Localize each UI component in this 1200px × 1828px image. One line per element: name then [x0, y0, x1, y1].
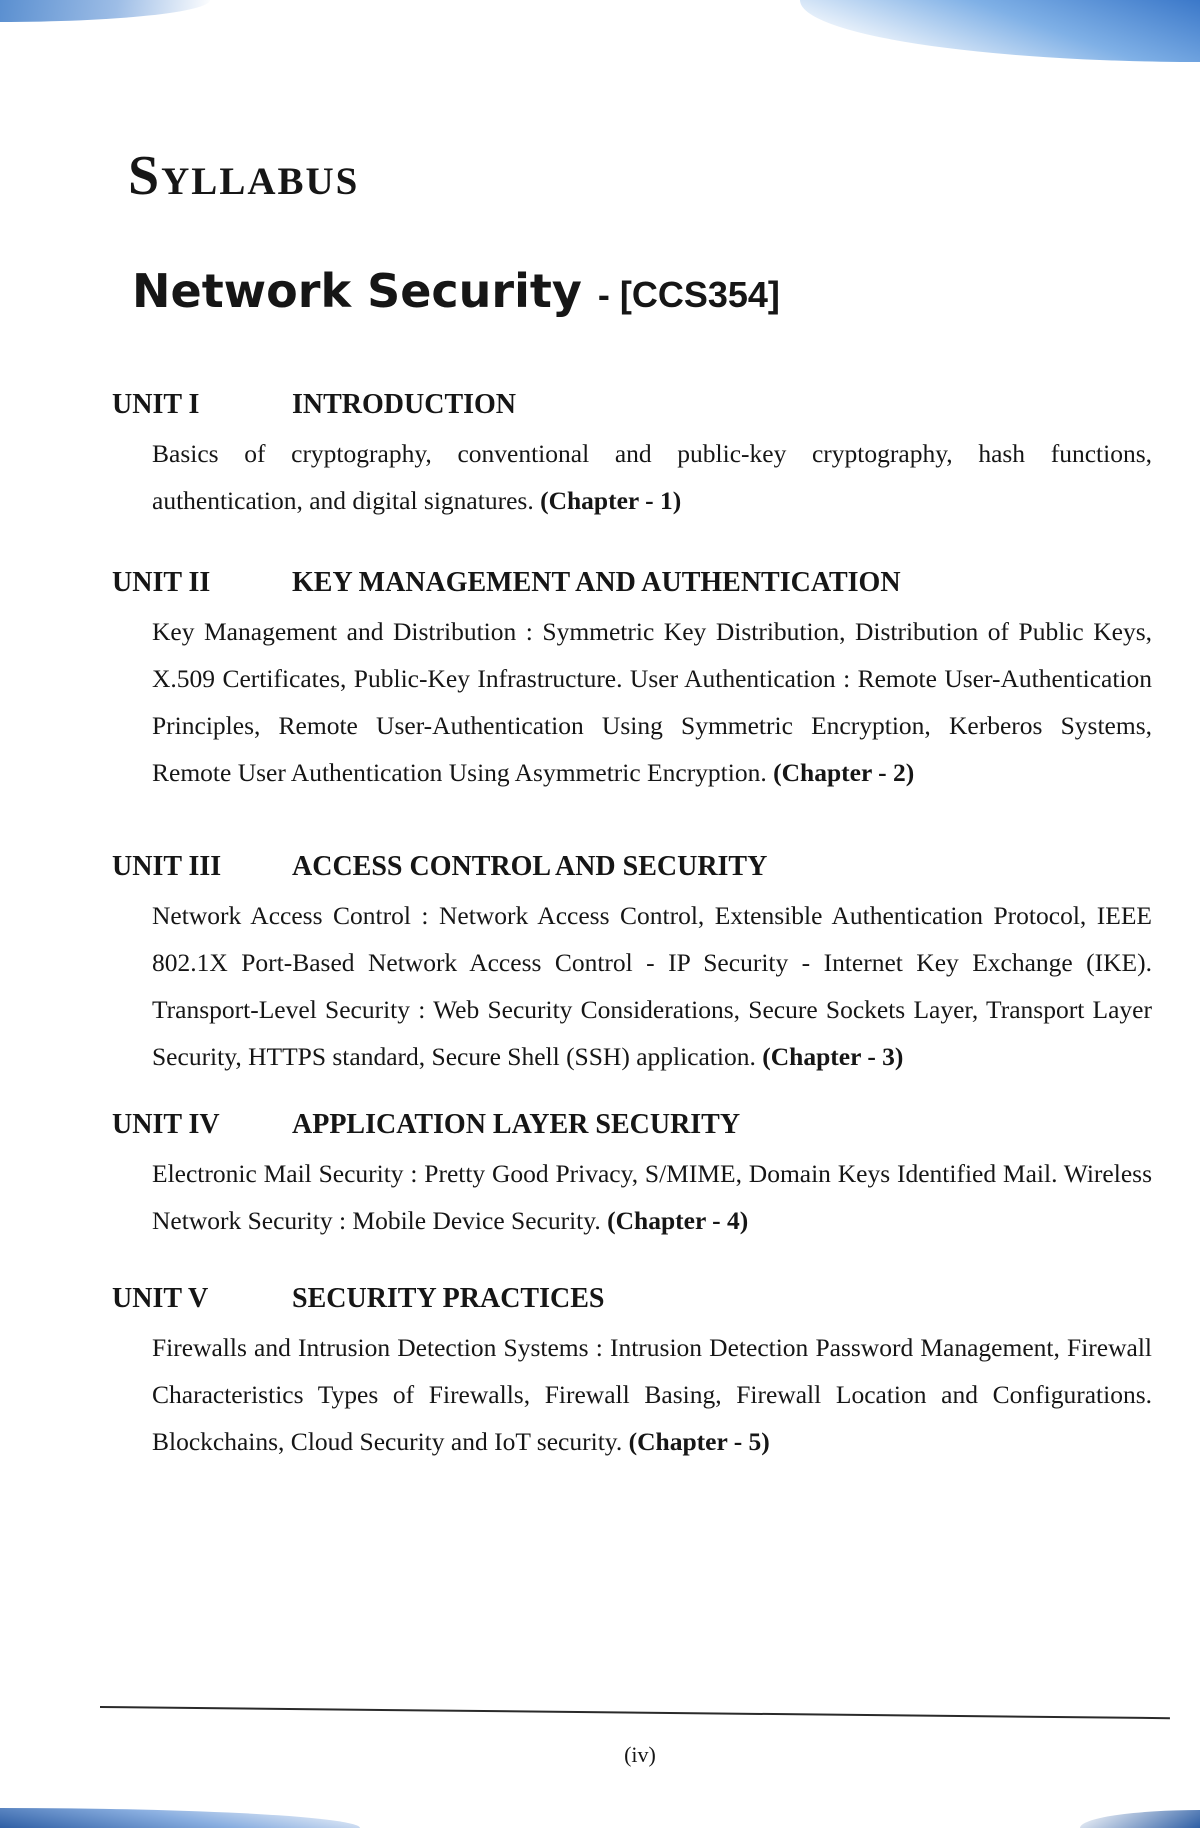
unit-number: UNIT III: [112, 851, 222, 882]
unit-title: INTRODUCTION: [292, 389, 517, 420]
unit-section-5: [112, 1282, 1152, 1465]
unit-number: UNIT V: [112, 1283, 209, 1314]
unit-header: [112, 566, 1152, 600]
page-edge-shadow-top-right: [800, 0, 1200, 62]
unit-number: UNIT II: [112, 567, 211, 598]
unit-text: Network Access Control : Network Access Control, Extensible Authentication Protocol, IEEE 802.1X Port-Based Network Access Control - IP Security - Internet Key Exchange (IKE). Transport-Level Security : Web Security Considerations, Secure Sockets Layer, Transport Layer Security, HTTPS standard, Secure Shell (SSH) application.: [152, 900, 1152, 1071]
unit-text: Basics of cryptography, conventional and public-key cryptography, hash functions, authentication, and digital signatures.: [152, 438, 1152, 515]
unit-description: [152, 1324, 1152, 1465]
chapter-reference: (Chapter - 4): [607, 1205, 749, 1235]
page-edge-shadow-bottom-left: [0, 1808, 360, 1828]
unit-title: SECURITY PRACTICES: [292, 1283, 605, 1314]
unit-title: KEY MANAGEMENT AND AUTHENTICATION: [292, 567, 901, 598]
unit-text: Key Management and Distribution : Symmetric Key Distribution, Distribution of Public Keys, X.509 Certificates, Public-Key Infrastructure. User Authentication : Remote User-Authentication Principles, Remote User-Authentication Using Symmetric Encryption, Kerberos Systems, Remote User Authentication Using Asymmetric Encryption.: [152, 616, 1152, 787]
chapter-reference: (Chapter - 5): [628, 1426, 770, 1456]
unit-title: ACCESS CONTROL AND SECURITY: [292, 851, 768, 882]
footer-rule: [100, 1706, 1170, 1719]
unit-title: APPLICATION LAYER SECURITY: [292, 1109, 741, 1140]
unit-number: UNIT IV: [112, 1109, 220, 1140]
chapter-reference: (Chapter - 2): [773, 757, 915, 787]
unit-number: UNIT I: [112, 389, 200, 420]
page-title: Syllabus: [128, 145, 360, 207]
course-heading: [132, 264, 780, 318]
unit-description: [152, 892, 1152, 1080]
unit-section-3: [112, 850, 1152, 1080]
unit-description: [152, 1150, 1152, 1244]
unit-header: [112, 1282, 1152, 1316]
page-edge-shadow-top-left: [0, 0, 210, 22]
unit-header: [112, 388, 1152, 422]
unit-description: [152, 608, 1152, 796]
unit-header: [112, 850, 1152, 884]
unit-section-2: [112, 566, 1152, 796]
page-number: (iv): [624, 1742, 656, 1767]
unit-text: Electronic Mail Security : Pretty Good Privacy, S/MIME, Domain Keys Identified Mail. Wireless Network Security : Mobile Device Security.: [152, 1158, 1152, 1235]
page-edge-shadow-bottom-right: [1080, 1810, 1200, 1828]
unit-section-4: [112, 1108, 1152, 1244]
chapter-reference: (Chapter - 3): [762, 1041, 904, 1071]
unit-description: [152, 430, 1152, 524]
course-code: - [CCS354]: [597, 274, 780, 315]
unit-header: [112, 1108, 1152, 1142]
unit-text: Firewalls and Intrusion Detection Systems : Intrusion Detection Password Management, Firewall Characteristics Types of Firewalls, Firewall Basing, Firewall Location and Configurations. Blockchains, Cloud Security and IoT security.: [152, 1332, 1152, 1456]
course-name: Network Security: [132, 264, 582, 318]
chapter-reference: (Chapter - 1): [540, 485, 682, 515]
unit-section-1: [112, 388, 1152, 524]
